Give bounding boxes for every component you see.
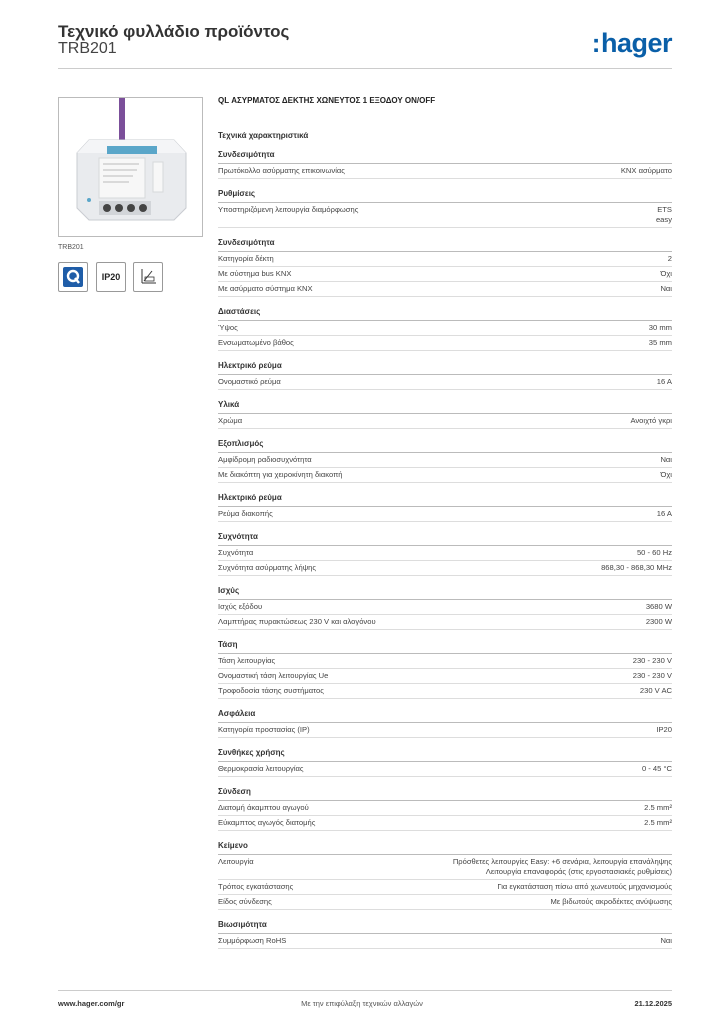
spec-row (218, 203, 672, 228)
product-code: TRB201 (58, 40, 117, 57)
spec-value: Ναι (660, 284, 672, 293)
spec-label: Ενσωματωμένο βάθος (218, 338, 294, 347)
spec-value: 30 mm (648, 323, 672, 332)
spec-value: Για εγκατάσταση πίσω από χωνευτούς μηχανισμούς (497, 882, 672, 891)
spec-label: Είδος σύνδεσης (218, 897, 272, 906)
spec-value: IP20 (656, 725, 672, 734)
section-title: Κείμενο (218, 841, 672, 855)
spec-label: Συχνότητα (218, 548, 254, 557)
spec-value: 230 - 230 V (632, 656, 672, 665)
spec-row (218, 336, 672, 351)
section-title: Συχνότητα (218, 532, 672, 546)
spec-row (218, 669, 672, 684)
spec-label: Αμφίδρομη ραδιοσυχνότητα (218, 455, 312, 464)
logo-text: hager (600, 28, 672, 58)
spec-value: Όχι (660, 470, 672, 479)
spec-label: Τρόπος εγκατάστασης (218, 882, 294, 891)
spec-section (218, 841, 672, 910)
spec-label: Θερμοκρασία λειτουργίας (218, 764, 304, 773)
product-photo (58, 97, 203, 237)
spec-value: 16 A (656, 509, 672, 518)
spec-label: Συχνότητα ασύρματης λήψης (218, 563, 316, 572)
section-title: Συνδεσιμότητα (218, 150, 672, 164)
spec-row (218, 453, 672, 468)
spec-value: Με βιδωτούς ακροδέκτες ανύψωσης (550, 897, 672, 906)
spec-label: Διατομή άκαμπτου αγωγού (218, 803, 309, 812)
spec-section (218, 307, 672, 351)
section-title: Ρυθμίσεις (218, 189, 672, 203)
spec-value: Όχι (660, 269, 672, 278)
section-title: Ισχύς (218, 586, 672, 600)
spec-section (218, 586, 672, 630)
spec-label: Πρωτόκολλο ασύρματης επικοινωνίας (218, 166, 345, 175)
spec-value: KNX ασύρματο (620, 166, 672, 175)
spec-value: 230 - 230 V (632, 671, 672, 680)
spec-row (218, 600, 672, 615)
spec-label: Ισχύς εξόδου (218, 602, 263, 611)
spec-label: Κατηγορία προστασίας (IP) (218, 725, 310, 734)
section-title: Συνδεσιμότητα (218, 238, 672, 252)
header-divider (58, 68, 672, 69)
spec-section (218, 150, 672, 179)
spec-section (218, 640, 672, 699)
spec-row (218, 375, 672, 390)
spec-row (218, 723, 672, 738)
section-title: Σύνδεση (218, 787, 672, 801)
spec-label: Εύκαμπτος αγωγός διατομής (218, 818, 316, 827)
spec-row (218, 762, 672, 777)
spec-label: Ονομαστικό ρεύμα (218, 377, 281, 386)
spec-label: Λειτουργία (218, 857, 254, 866)
spec-value: 2.5 mm² (644, 803, 672, 812)
spec-section (218, 439, 672, 483)
installation-box-icon (133, 262, 163, 292)
ip20-badge: IP20 (96, 262, 126, 292)
spec-value: Ανοιχτό γκρι (630, 416, 672, 425)
logo-prefix: : (591, 28, 600, 58)
spec-label: Συμμόρφωση RoHS (218, 936, 287, 945)
footer-divider (58, 990, 672, 991)
section-title: Υλικά (218, 400, 672, 414)
spec-value: 0 - 45 °C (641, 764, 672, 773)
spec-value: 868,30 - 868,30 MHz (601, 563, 672, 572)
spec-label: Ύψος (218, 323, 238, 332)
spec-row (218, 684, 672, 699)
spec-row (218, 615, 672, 630)
spec-label: Υποστηριζόμενη λειτουργία διαμόρφωσης (218, 205, 359, 214)
spec-row (218, 880, 672, 895)
spec-label: Με σύστημα bus KNX (218, 269, 292, 278)
section-title: Τάση (218, 640, 672, 654)
spec-label: Τάση λειτουργίας (218, 656, 276, 665)
section-title: Διαστάσεις (218, 307, 672, 321)
section-title: Ηλεκτρικό ρεύμα (218, 361, 672, 375)
spec-title: Τεχνικά χαρακτηριστικά (218, 131, 309, 140)
receiver-device-icon (59, 98, 202, 236)
spec-value: 50 - 60 Hz (636, 548, 672, 557)
section-title: Ηλεκτρικό ρεύμα (218, 493, 672, 507)
spec-row (218, 654, 672, 669)
section-title: Εξοπλισμός (218, 439, 672, 453)
page-title: Τεχνικό φυλλάδιο προϊόντος (58, 22, 290, 41)
spec-row (218, 546, 672, 561)
spec-value: Πρόσθετες λειτουργίες Easy: +6 σενάρια, λειτουργία επανάληψης Λειτουργία επαναφοράς (στις εργοστασιακές ρυθμίσεις) (452, 857, 672, 876)
spec-row (218, 507, 672, 522)
spec-value: 3680 W (645, 602, 672, 611)
spec-label: Με ασύρματο σύστημα KNX (218, 284, 313, 293)
spec-section (218, 709, 672, 738)
spec-label: Με διακόπτη για χειροκίνητη διακοπή (218, 470, 343, 479)
spec-label: Λαμπτήρας πυρακτώσεως 230 V και αλογόνου (218, 617, 376, 626)
quality-mark-icon (58, 262, 88, 292)
spec-row (218, 164, 672, 179)
spec-row (218, 252, 672, 267)
spec-value: 16 A (656, 377, 672, 386)
spec-section (218, 787, 672, 831)
spec-label: Κατηγορία δέκτη (218, 254, 274, 263)
spec-value: Ναι (660, 936, 672, 945)
section-title: Συνθήκες χρήσης (218, 748, 672, 762)
spec-label: Ρεύμα διακοπής (218, 509, 273, 518)
footer-note: Με την επιφύλαξη τεχνικών αλλαγών (301, 999, 423, 1008)
spec-value: 2300 W (645, 617, 672, 626)
spec-section (218, 361, 672, 390)
spec-row (218, 855, 672, 880)
spec-value: 2 (667, 254, 672, 263)
spec-section (218, 400, 672, 429)
spec-row (218, 801, 672, 816)
spec-section (218, 493, 672, 522)
spec-row (218, 816, 672, 831)
spec-row (218, 468, 672, 483)
spec-table (218, 150, 672, 959)
spec-row (218, 282, 672, 297)
footer-url[interactable]: www.hager.com/gr (58, 999, 125, 1008)
spec-section (218, 532, 672, 576)
photo-caption: TRB201 (58, 244, 84, 251)
spec-label: Ονομαστική τάση λειτουργίας Ue (218, 671, 329, 680)
spec-value: 230 V AC (639, 686, 672, 695)
section-title: Βιωσιμότητα (218, 920, 672, 934)
section-title: Ασφάλεια (218, 709, 672, 723)
spec-row (218, 934, 672, 949)
spec-value: Ναι (660, 455, 672, 464)
spec-section (218, 238, 672, 297)
spec-section (218, 748, 672, 777)
spec-value: 2.5 mm² (644, 818, 672, 827)
spec-section (218, 189, 672, 228)
spec-label: Τροφοδοσία τάσης συστήματος (218, 686, 324, 695)
spec-value: ETS easy (655, 205, 672, 224)
spec-row (218, 321, 672, 336)
product-name: QL ΑΣΥΡΜΑΤΟΣ ΔΕΚΤΗΣ ΧΩΝΕΥΤΟΣ 1 ΕΞΟΔΟΥ ON/OFF (218, 96, 436, 105)
spec-row (218, 267, 672, 282)
spec-value: 35 mm (648, 338, 672, 347)
footer-date: 21.12.2025 (634, 999, 672, 1008)
spec-row (218, 895, 672, 910)
spec-row (218, 414, 672, 429)
spec-label: Χρώμα (218, 416, 243, 425)
spec-section (218, 920, 672, 949)
hager-logo (592, 28, 672, 59)
spec-row (218, 561, 672, 576)
